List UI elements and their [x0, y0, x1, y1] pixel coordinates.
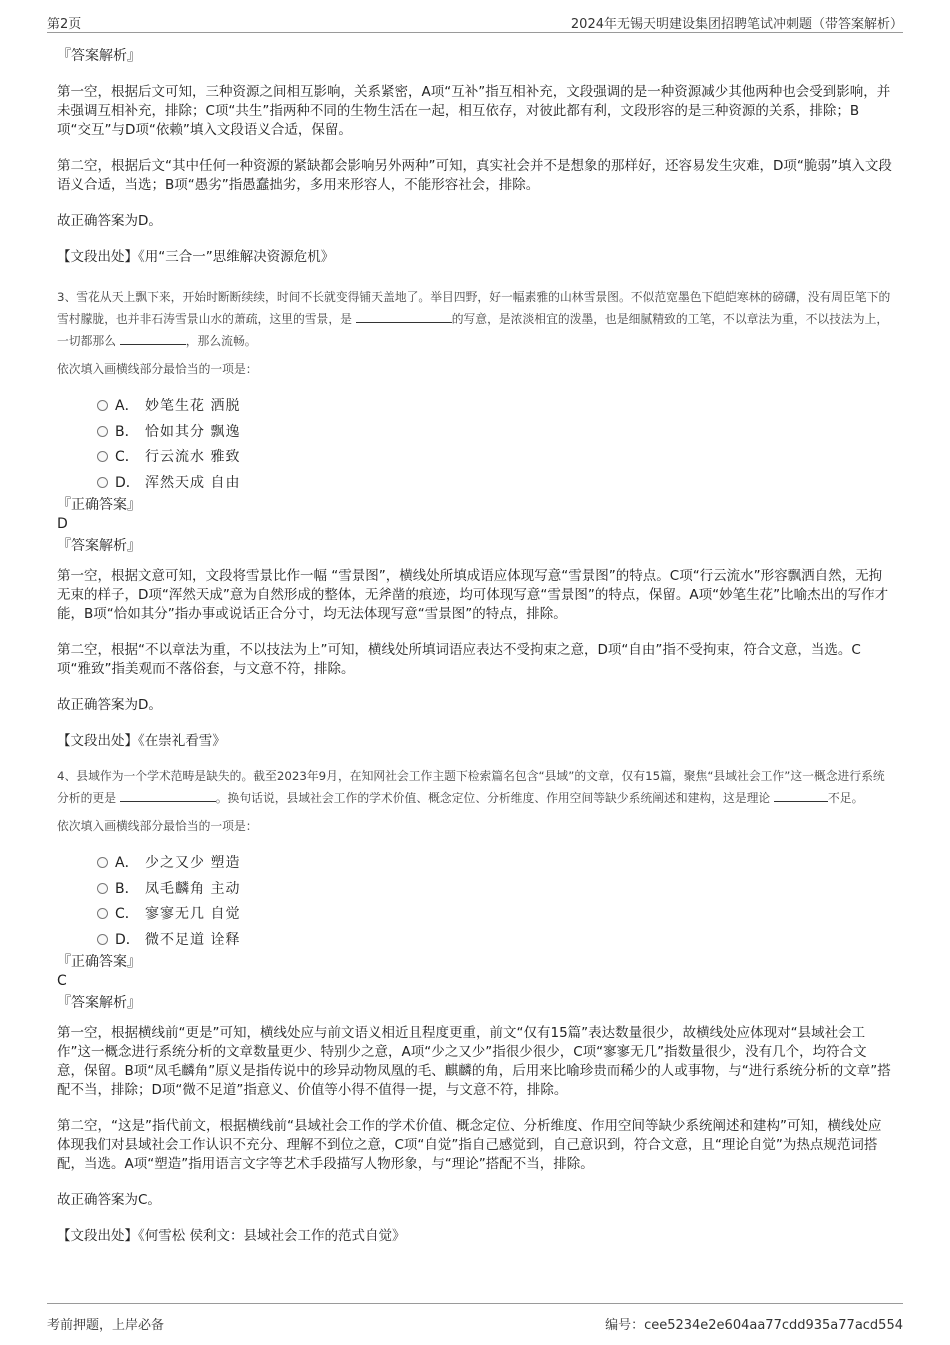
answer-blank: [356, 309, 452, 323]
correct-answer: D: [57, 516, 68, 532]
option-d[interactable]: D． 微不足道 诠释: [57, 929, 893, 955]
radio-button[interactable]: [97, 934, 108, 945]
source-citation: 【文段出处】《用“三合一”思维解决资源危机》: [57, 249, 335, 265]
option-list: [57, 852, 893, 954]
answer-blank: [774, 788, 828, 802]
analysis-paragraph: 第一空，根据文意可知，文段将雪景比作一幅 “雪景图”，横线处所填成语应体现写意“雪景图”的特点。C项“行云流水”形容飘洒自然，无拘无束的样子，D项“浑然天成”意为自然形成的整体，无斧凿的痕迹，均可体现写意“雪景图”的特点，保留。A项“妙笔生花”比喻杰出的写作才能，B项“恰如其分”指办事或说话正合分寸，均无法体现写意“雪景图”的特点，排除。: [57, 568, 889, 622]
analysis-paragraph: 第二空，根据“不以章法为重，不以技法为上”可知，横线处所填词语应表达不受拘束之意，D项“自由”指不受拘束，符合文意，当选。C项“雅致”指美观而不落俗套，与文意不符，排除。: [57, 642, 861, 677]
question-text: 4、县域作为一个学术范畴是缺失的。截至2023年9月，在知网社会工作主题下检索篇名包含“县域”的文章，仅有15篇，聚焦“县域社会工作”这一概念进行系统分析的更是 。换句话说，县域社会工作的学术价值、概念定位、分析维度、作用空间等缺少系统阐述和建构，这是理论 不足。: [57, 769, 885, 805]
radio-button[interactable]: [97, 426, 108, 437]
option-list: [57, 395, 893, 497]
analysis-label: 『答案解析』: [57, 48, 141, 64]
answer-blank: [120, 331, 186, 345]
page-footer: [47, 1303, 903, 1334]
option-a[interactable]: A． 妙笔生花 洒脱: [57, 395, 893, 421]
correct-answer-label: 『正确答案』: [57, 497, 141, 513]
correct-answer: C: [57, 973, 67, 989]
radio-button[interactable]: [97, 477, 108, 488]
option-a[interactable]: A． 少之又少 塑造: [57, 852, 893, 878]
page-header: [47, 10, 903, 33]
analysis-paragraph: 第二空，“这是”指代前文，根据横线前“县域社会工作的学术价值、概念定位、分析维度、作用空间等缺少系统阐述和建构”可知，横线处应体现我们对县域社会工作认识不充分、理解不到位之意，C项“自觉”指自己感觉到，自己意识到，符合文意，且“理论自觉”为热点规范词搭配，当选。A项“塑造”指用语言文字等艺术手段描写人物形象，与“理论”搭配不当，排除。: [57, 1118, 882, 1172]
radio-button[interactable]: [97, 451, 108, 462]
option-b[interactable]: B． 凤毛麟角 主动: [57, 878, 893, 904]
analysis-paragraph: 第一空，根据后文可知，三种资源之间相互影响，关系紧密，A项“互补”指互相补充，文段强调的是一种资源减少其他两种也会受到影响，并未强调互相补充，排除；C项“共生”指两种不同的生物生活在一起，相互依存，对彼此都有利，文段形容的是三种资源的关系，排除；B项“交互”与D项“依赖”填入文段语义合适，保留。: [57, 84, 891, 138]
footer-slogan: 考前押题，上岸必备: [47, 1318, 165, 1333]
analysis-paragraph: 第一空，根据横线前“更是”可知，横线处应与前文语义相近且程度更重，前文“仅有15篇”表达数量很少，故横线处应体现对“县域社会工作”这一概念进行系统分析的文章数量更少、特别少之意，A项“少之又少”指很少很少，C项“寥寥无几”指数量很少，没有几个，均符合文意，保留。B项“凤毛麟角”原义是指传说中的珍异动物凤凰的毛、麒麟的角，后用来比喻珍贵而稀少的人或事物，与“进行系统分析的文章”搭配不当，排除；D项“微不足道”指意义、价值等小得不值得一提，与文意不符，排除。: [57, 1025, 891, 1098]
page-number: 第2页: [47, 17, 82, 32]
analysis-paragraph: 第二空，根据后文“其中任何一种资源的紧缺都会影响另外两种”可知，真实社会并不是想象的那样好，还容易发生灾难，D项“脆弱”填入文段语义合适，当选；B项“愚劣”指愚蠢拙劣，多用来形容人，不能形容社会，排除。: [57, 158, 892, 193]
radio-button[interactable]: [97, 908, 108, 919]
document-title: 2024年无锡天明建设集团招聘笔试冲刺题（带答案解析）: [570, 17, 903, 32]
correct-answer-label: 『正确答案』: [57, 954, 141, 970]
radio-button[interactable]: [97, 857, 108, 868]
question-prompt: 依次填入画横线部分最恰当的一项是：: [57, 362, 258, 376]
radio-button[interactable]: [97, 883, 108, 894]
option-b[interactable]: B． 恰如其分 飘逸: [57, 421, 893, 447]
answer-blank: [120, 788, 216, 802]
source-citation: 【文段出处】《在崇礼看雪》: [57, 733, 226, 749]
source-citation: 【文段出处】《何雪松 侯利文：县域社会工作的范式自觉》: [57, 1228, 406, 1244]
analysis-label: 『答案解析』: [57, 995, 141, 1011]
conclusion: 故正确答案为D。: [57, 213, 162, 229]
question-text: 3、雪花从天上飘下来，开始时断断续续，时间不长就变得铺天盖地了。举目四野，好一幅素雅的山林雪景图。不似范宽墨色下皑皑寒林的磅礴，没有周臣笔下的雪村朦胧，也并非石涛雪景山水的萧疏，这里的雪景，是 的写意，是浓淡相宜的泼墨，也是细腻精致的工笔，不以章法为重，不以技法为上，一切都那么 ，那么流畅。: [57, 290, 891, 348]
analysis-label: 『答案解析』: [57, 538, 141, 554]
document-id: 编号：cee5234e2e604aa77cdd935a77acd554: [605, 1318, 903, 1333]
option-d[interactable]: D． 浑然天成 自由: [57, 472, 893, 498]
radio-button[interactable]: [97, 400, 108, 411]
conclusion: 故正确答案为D。: [57, 697, 162, 713]
question-prompt: 依次填入画横线部分最恰当的一项是：: [57, 819, 258, 833]
document-content: [57, 42, 893, 1246]
option-c[interactable]: C． 行云流水 雅致: [57, 446, 893, 472]
option-c[interactable]: C． 寥寥无几 自觉: [57, 903, 893, 929]
conclusion: 故正确答案为C。: [57, 1192, 161, 1208]
